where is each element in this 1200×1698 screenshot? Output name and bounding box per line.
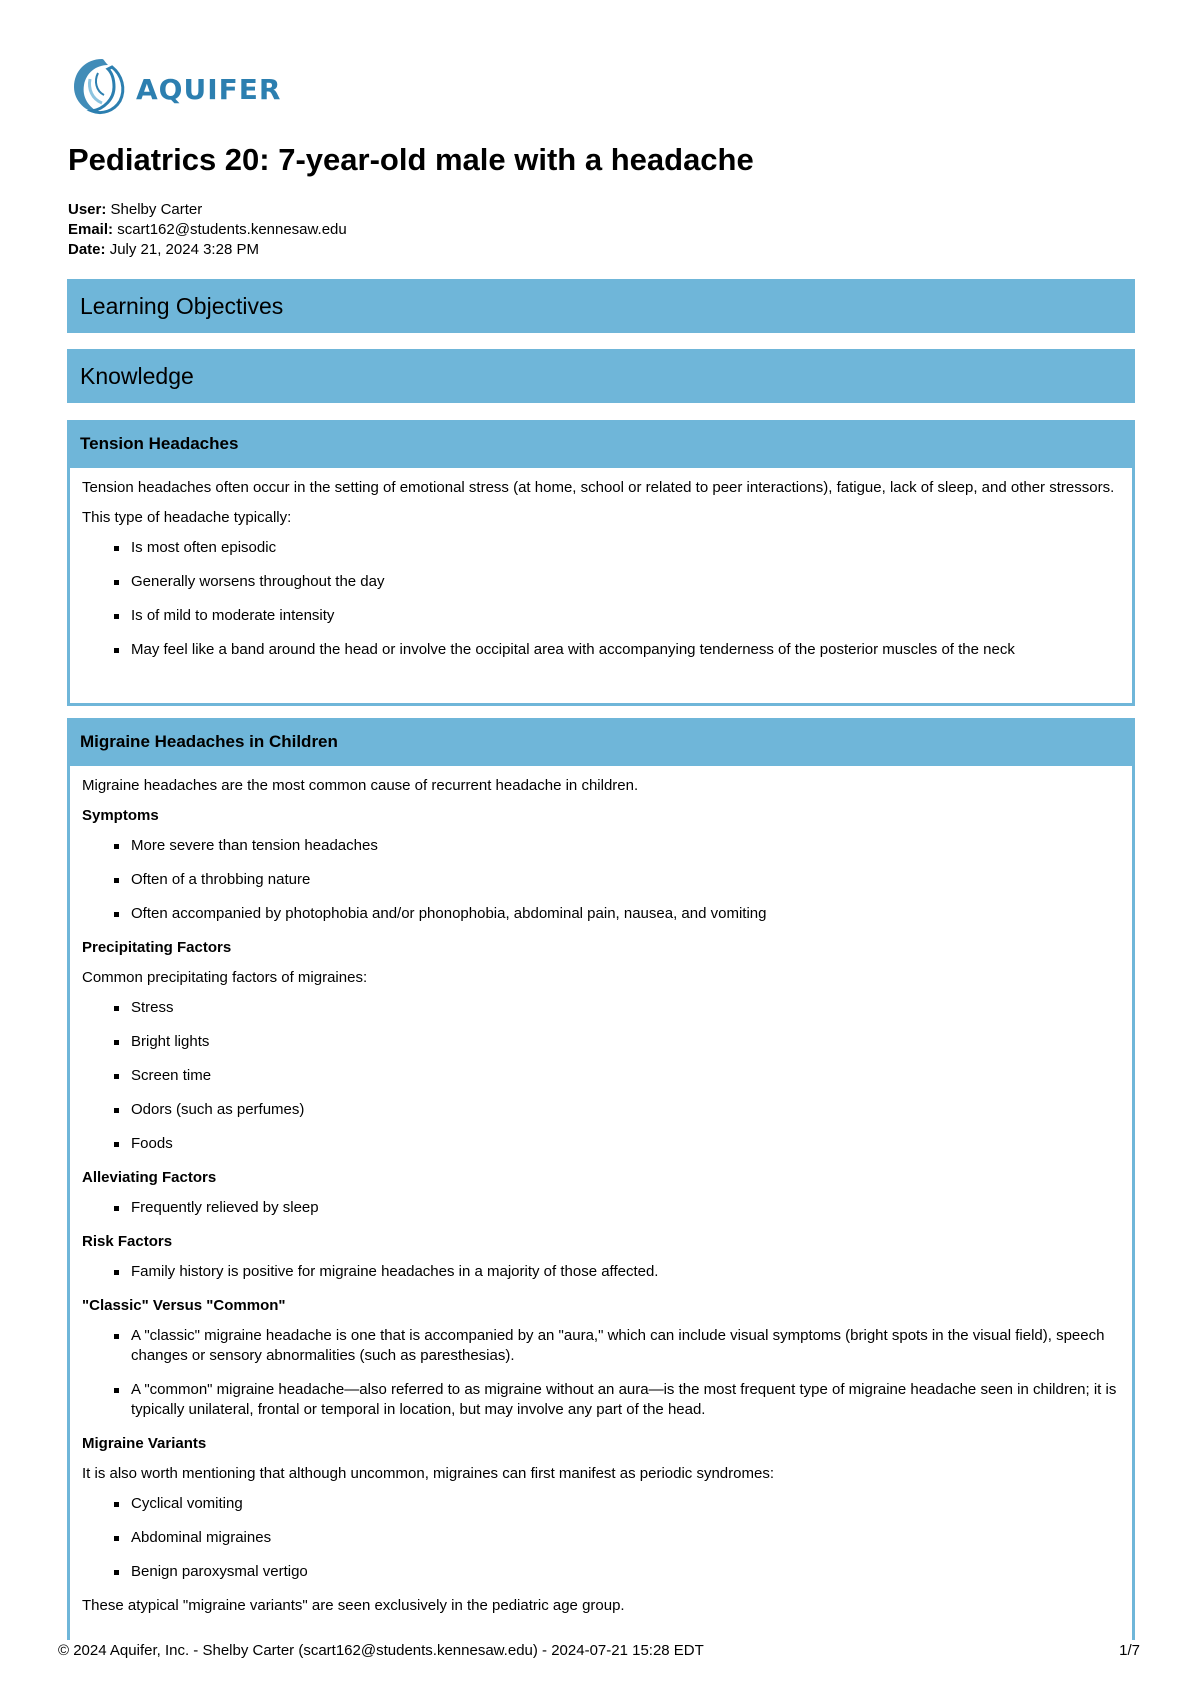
migraine-headaches-heading: Migraine Headaches in Children xyxy=(67,718,1135,766)
list-item: May feel like a band around the head or involve the occipital area with accompanying tenderness of the posterior muscles of the neck xyxy=(82,640,1120,660)
list-item: Cyclical vomiting xyxy=(82,1494,1120,1514)
tension-headaches-heading: Tension Headaches xyxy=(67,420,1135,468)
list-item: Often accompanied by photophobia and/or phonophobia, abdominal pain, nausea, and vomiting xyxy=(82,904,1120,924)
user-label: User: xyxy=(68,201,107,218)
user-meta xyxy=(68,200,347,260)
migraine-intro: Migraine headaches are the most common cause of recurrent headache in children. xyxy=(82,777,639,794)
alleviating-list xyxy=(82,1198,1120,1218)
list-item: Stress xyxy=(82,998,1120,1018)
risk-heading: Risk Factors xyxy=(82,1233,173,1250)
list-item: Foods xyxy=(82,1134,1120,1154)
symptoms-heading: Symptoms xyxy=(82,807,159,824)
list-item: Benign paroxysmal vertigo xyxy=(82,1562,1120,1582)
list-item: Is most often episodic xyxy=(82,538,1120,558)
tension-headaches-panel xyxy=(67,420,1135,706)
list-item: Bright lights xyxy=(82,1032,1120,1052)
page-title: Pediatrics 20: 7-year-old male with a headache xyxy=(68,142,754,177)
symptoms-list xyxy=(82,836,1120,924)
list-item: Often of a throbbing nature xyxy=(82,870,1120,890)
email-label: Email: xyxy=(68,221,114,238)
migraine-headaches-panel xyxy=(67,718,1135,1640)
knowledge-banner: Knowledge xyxy=(67,349,1135,403)
variants-tail: These atypical "migraine variants" are seen exclusively in the pediatric age group. xyxy=(82,1597,625,1614)
variants-lead: It is also worth mentioning that although uncommon, migraines can first manifest as periodic syndromes: xyxy=(82,1465,774,1482)
alleviating-heading: Alleviating Factors xyxy=(82,1169,217,1186)
precipitating-heading: Precipitating Factors xyxy=(82,939,232,956)
list-item: Abdominal migraines xyxy=(82,1528,1120,1548)
aquifer-logo xyxy=(68,54,281,118)
page-footer xyxy=(58,1641,1140,1661)
tension-lead: This type of headache typically: xyxy=(82,509,292,526)
date-label: Date: xyxy=(68,241,106,258)
user-name: Shelby Carter xyxy=(110,201,203,218)
list-item: Frequently relieved by sleep xyxy=(82,1198,1120,1218)
variants-list xyxy=(82,1494,1120,1582)
precipitating-list xyxy=(82,998,1120,1154)
list-item: A "classic" migraine headache is one that is accompanied by an "aura," which can include visual symptoms (bright spots in the visual field), speech changes or sensory abnormalities (such as paresthesias). xyxy=(82,1326,1120,1366)
page-number: 1/7 xyxy=(1119,1642,1140,1659)
list-item: Odors (such as perfumes) xyxy=(82,1100,1120,1120)
list-item: Family history is positive for migraine headaches in a majority of those affected. xyxy=(82,1262,1120,1282)
precipitating-lead: Common precipitating factors of migraines: xyxy=(82,969,368,986)
variants-heading: Migraine Variants xyxy=(82,1435,207,1452)
list-item: Generally worsens throughout the day xyxy=(82,572,1120,592)
footer-copyright: © 2024 Aquifer, Inc. - Shelby Carter (scart162@students.kennesaw.edu) - 2024-07-21 15:28 EDT xyxy=(58,1642,704,1659)
list-item: More severe than tension headaches xyxy=(82,836,1120,856)
report-date: July 21, 2024 3:28 PM xyxy=(109,241,259,258)
risk-list xyxy=(82,1262,1120,1282)
classic-list xyxy=(82,1326,1120,1420)
user-email: scart162@students.kennesaw.edu xyxy=(117,221,347,238)
list-item: Is of mild to moderate intensity xyxy=(82,606,1120,626)
brand-name: AQUIFER xyxy=(136,72,282,106)
list-item: Screen time xyxy=(82,1066,1120,1086)
classic-heading: "Classic" Versus "Common" xyxy=(82,1297,286,1314)
tension-intro: Tension headaches often occur in the setting of emotional stress (at home, school or related to peer interactions), fatigue, lack of sleep, and other stressors. xyxy=(82,479,1115,496)
learning-objectives-banner: Learning Objectives xyxy=(67,279,1135,333)
list-item: A "common" migraine headache—also referred to as migraine without an aura—is the most frequent type of migraine headache seen in children; it is typically unilateral, frontal or temporal in location, but may involve any part of the head. xyxy=(82,1380,1120,1420)
tension-list xyxy=(82,538,1120,660)
aquifer-swirl-icon xyxy=(68,55,132,117)
